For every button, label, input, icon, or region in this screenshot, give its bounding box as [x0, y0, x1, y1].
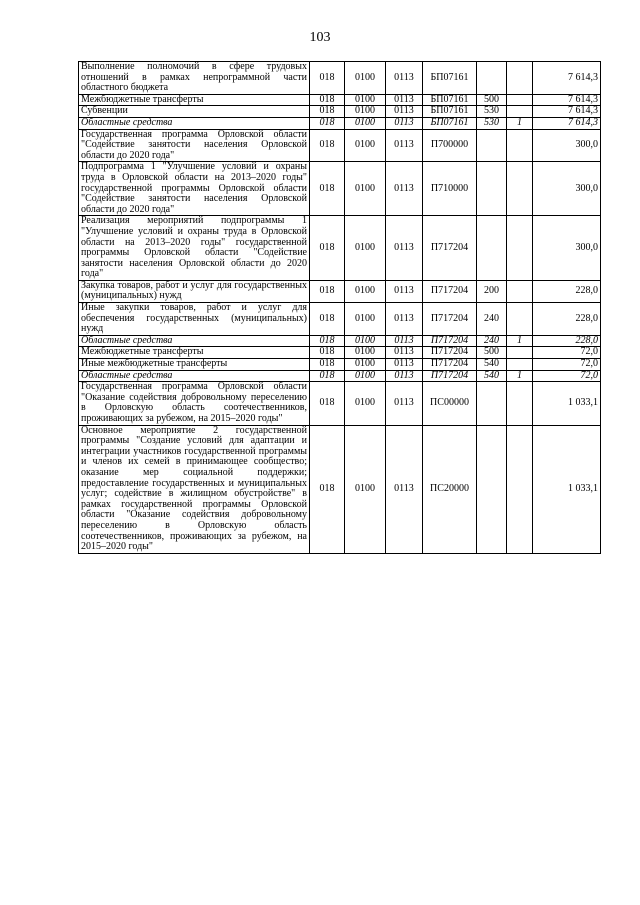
budget-rows [79, 62, 601, 554]
fund-source-code: 1 [507, 370, 533, 382]
page-number: 103 [309, 30, 331, 45]
item-name: Основное мероприятие 2 государственной программы "Создание условий для адаптации и интеграции участников государственной программы и членов их семей в принимающее сообщество; оказание мер социальной поддержки; предоставление государственных и муниципальных услуг; содействие в жилищном обустройстве" в рамках государственной программы Орловской области "Оказание содействия добровольному переселению в Орловскую область соотечественников, проживающих за рубежом, на 2015–2020 годы" [79, 425, 310, 553]
expense-type-code [477, 162, 507, 216]
fund-source-code [507, 216, 533, 281]
item-name: Иные закупки товаров, работ и услуг для обеспечения государственных (муниципальных) нужд [79, 303, 310, 336]
fund-source-code [507, 382, 533, 425]
section-code: 0100 [345, 335, 386, 347]
ministry-code: 018 [310, 280, 345, 302]
fund-source-code: 1 [507, 335, 533, 347]
fund-source-code [507, 359, 533, 371]
subsection-code: 0113 [386, 162, 423, 216]
target-item-code: П717204 [423, 216, 477, 281]
fund-source-code [507, 347, 533, 359]
amount-value: 228,0 [533, 303, 601, 336]
target-item-code: П710000 [423, 162, 477, 216]
amount-value: 300,0 [533, 162, 601, 216]
item-name: Межбюджетные трансферты [79, 94, 310, 106]
ministry-code: 018 [310, 359, 345, 371]
table-row [79, 94, 601, 106]
ministry-code: 018 [310, 382, 345, 425]
subsection-code: 0113 [386, 117, 423, 129]
table-row [79, 62, 601, 95]
fund-source-code [507, 303, 533, 336]
target-item-code: БП07161 [423, 94, 477, 106]
section-code: 0100 [345, 117, 386, 129]
target-item-code: П700000 [423, 129, 477, 162]
expense-type-code [477, 425, 507, 553]
expense-type-code: 530 [477, 117, 507, 129]
item-name: Межбюджетные трансферты [79, 347, 310, 359]
item-name: Областные средства [79, 117, 310, 129]
item-name: Иные межбюджетные трансферты [79, 359, 310, 371]
subsection-code: 0113 [386, 216, 423, 281]
expense-type-code: 500 [477, 347, 507, 359]
expense-type-code [477, 62, 507, 95]
subsection-code: 0113 [386, 335, 423, 347]
table-row [79, 303, 601, 336]
item-name: Государственная программа Орловской области "Оказание содействия добровольному переселению в Орловскую область соотечественников, проживающих за рубежом, на 2015–2020 годы" [79, 382, 310, 425]
ministry-code: 018 [310, 425, 345, 553]
subsection-code: 0113 [386, 303, 423, 336]
item-name: Субвенции [79, 106, 310, 118]
table-row [79, 359, 601, 371]
expense-type-code [477, 129, 507, 162]
section-code: 0100 [345, 425, 386, 553]
table-row [79, 280, 601, 302]
ministry-code: 018 [310, 216, 345, 281]
subsection-code: 0113 [386, 347, 423, 359]
item-name: Областные средства [79, 370, 310, 382]
ministry-code: 018 [310, 370, 345, 382]
target-item-code: П717204 [423, 280, 477, 302]
fund-source-code [507, 129, 533, 162]
ministry-code: 018 [310, 62, 345, 95]
item-name: Государственная программа Орловской области "Содействие занятости населения Орловской области до 2020 года" [79, 129, 310, 162]
amount-value: 72,0 [533, 347, 601, 359]
item-name: Областные средства [79, 335, 310, 347]
amount-value: 72,0 [533, 370, 601, 382]
table-row [79, 216, 601, 281]
expense-type-code: 540 [477, 370, 507, 382]
table-row [79, 370, 601, 382]
subsection-code: 0113 [386, 359, 423, 371]
expense-type-code: 240 [477, 303, 507, 336]
subsection-code: 0113 [386, 129, 423, 162]
amount-value: 7 614,3 [533, 94, 601, 106]
section-code: 0100 [345, 303, 386, 336]
section-code: 0100 [345, 94, 386, 106]
target-item-code: П717204 [423, 303, 477, 336]
fund-source-code [507, 162, 533, 216]
ministry-code: 018 [310, 117, 345, 129]
table-row [79, 117, 601, 129]
ministry-code: 018 [310, 303, 345, 336]
section-code: 0100 [345, 162, 386, 216]
amount-value: 7 614,3 [533, 117, 601, 129]
section-code: 0100 [345, 359, 386, 371]
subsection-code: 0113 [386, 425, 423, 553]
item-name: Подпрограмма 1 "Улучшение условий и охраны труда в Орловской области на 2013–2020 годы" государственной программы Орловской области "Содействие занятости населения Орловской области до 2020 года" [79, 162, 310, 216]
expense-type-code [477, 216, 507, 281]
fund-source-code [507, 425, 533, 553]
item-name: Реализация мероприятий подпрограммы 1 "Улучшение условий и охраны труда в Орловской области на 2013–2020 годы" государственной программы Орловской области "Содействие занятости населения Орловской области до 2020 года" [79, 216, 310, 281]
amount-value: 300,0 [533, 216, 601, 281]
amount-value: 1 033,1 [533, 425, 601, 553]
amount-value: 300,0 [533, 129, 601, 162]
target-item-code: БП07161 [423, 62, 477, 95]
section-code: 0100 [345, 62, 386, 95]
ministry-code: 018 [310, 162, 345, 216]
target-item-code: П717204 [423, 347, 477, 359]
target-item-code: ПС00000 [423, 382, 477, 425]
subsection-code: 0113 [386, 370, 423, 382]
expense-type-code: 500 [477, 94, 507, 106]
amount-value: 228,0 [533, 280, 601, 302]
ministry-code: 018 [310, 129, 345, 162]
ministry-code: 018 [310, 335, 345, 347]
subsection-code: 0113 [386, 94, 423, 106]
amount-value: 1 033,1 [533, 382, 601, 425]
subsection-code: 0113 [386, 280, 423, 302]
amount-value: 72,0 [533, 359, 601, 371]
amount-value: 7 614,3 [533, 106, 601, 118]
table-row [79, 347, 601, 359]
expense-type-code: 540 [477, 359, 507, 371]
table-row [79, 382, 601, 425]
table-row [79, 106, 601, 118]
section-code: 0100 [345, 216, 386, 281]
table-row [79, 335, 601, 347]
section-code: 0100 [345, 129, 386, 162]
item-name: Закупка товаров, работ и услуг для государственных (муниципальных) нужд [79, 280, 310, 302]
expense-type-code [477, 382, 507, 425]
budget-table [78, 61, 601, 554]
target-item-code: П717204 [423, 370, 477, 382]
target-item-code: П717204 [423, 359, 477, 371]
target-item-code: ПС20000 [423, 425, 477, 553]
fund-source-code: 1 [507, 117, 533, 129]
section-code: 0100 [345, 347, 386, 359]
ministry-code: 018 [310, 106, 345, 118]
amount-value: 228,0 [533, 335, 601, 347]
section-code: 0100 [345, 280, 386, 302]
section-code: 0100 [345, 370, 386, 382]
expense-type-code: 200 [477, 280, 507, 302]
section-code: 0100 [345, 106, 386, 118]
item-name: Выполнение полномочий в сфере трудовых отношений в рамках непрограммной части областного бюджета [79, 62, 310, 95]
subsection-code: 0113 [386, 62, 423, 95]
expense-type-code: 240 [477, 335, 507, 347]
fund-source-code [507, 280, 533, 302]
target-item-code: БП07161 [423, 117, 477, 129]
subsection-code: 0113 [386, 106, 423, 118]
table-row [79, 425, 601, 553]
table-row [79, 162, 601, 216]
fund-source-code [507, 106, 533, 118]
table-row [79, 129, 601, 162]
ministry-code: 018 [310, 94, 345, 106]
fund-source-code [507, 62, 533, 95]
target-item-code: БП07161 [423, 106, 477, 118]
fund-source-code [507, 94, 533, 106]
expense-type-code: 530 [477, 106, 507, 118]
subsection-code: 0113 [386, 382, 423, 425]
section-code: 0100 [345, 382, 386, 425]
ministry-code: 018 [310, 347, 345, 359]
target-item-code: П717204 [423, 335, 477, 347]
amount-value: 7 614,3 [533, 62, 601, 95]
